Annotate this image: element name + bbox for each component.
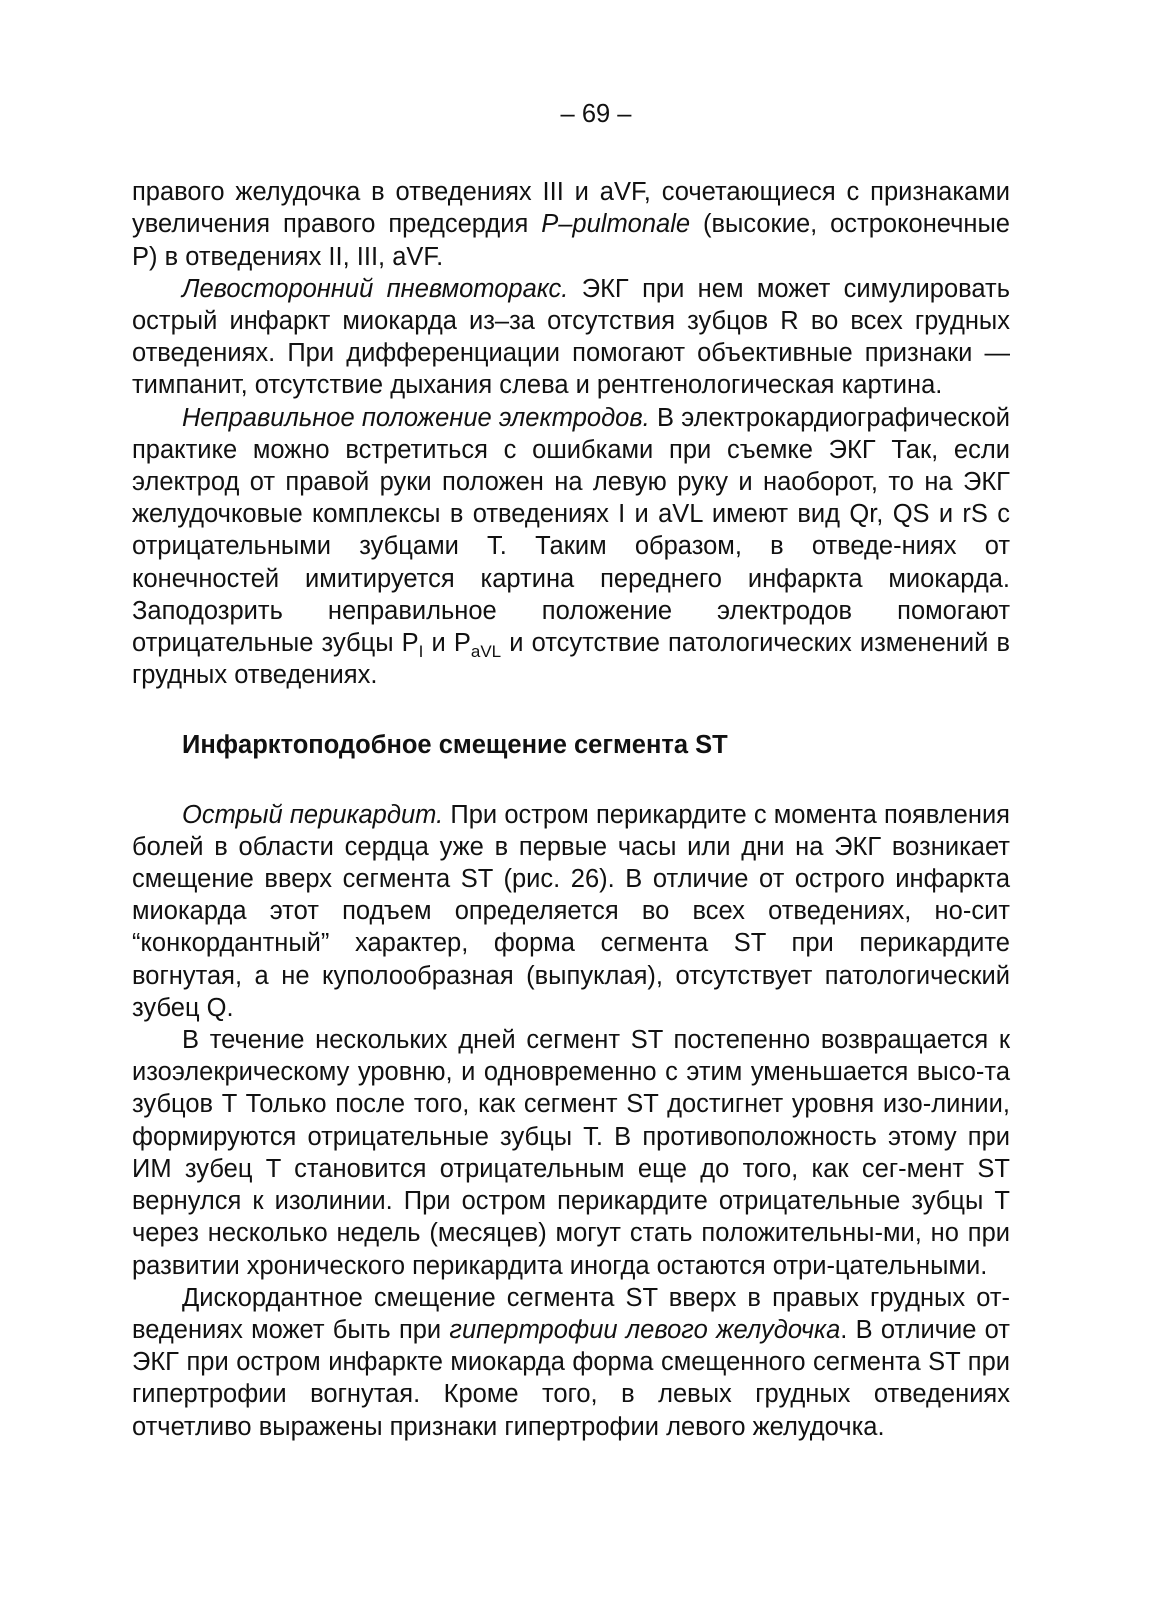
italic-term: Неправильное положение электродов.	[182, 403, 650, 432]
italic-term: гипертрофии левого желудочка	[449, 1315, 841, 1344]
paragraph-right-ventricle	[132, 176, 1010, 273]
paragraph-text: При остром перикардите с момента появления болей в области сердца уже в первые часы или дни на ЭКГ возникает смещение вверх сегмента ST (рис. 26). В отличие от острого инфаркта миокарда этот подъем определяется во всех отведениях, но-сит “конкордантный” характер, форма сегмента ST при перикардите вогнутая, а не куполообразная (выпуклая), отсутствует патологический зубец Q.	[132, 800, 1010, 1022]
italic-term: P–pulmonale	[541, 210, 691, 239]
italic-term: Левосторонний пневмоторакс.	[182, 274, 569, 303]
document-page	[132, 98, 1010, 1443]
section-heading: Инфарктоподобное смещение сегмента ST	[182, 731, 728, 760]
paragraph-text: и P	[423, 629, 471, 658]
paragraph-text: В течение нескольких дней сегмент ST постепенно возвращается к изоэлекрическому уровню, и одновременно с этим уменьшается высо-та зубцов T Только после того, как сегмент ST достигнет уровня изо-линии, формируются отрицательные зубцы T. В противоположность этому при ИМ зубец T становится отрицательным еще до того, как сег-мент ST вернулся к изолинии. При остром перикардите отрицательные зубцы T через несколько недель (месяцев) могут стать положительны-ми, но при развитии хронического перикардита иногда остаются отри-цательными.	[132, 1026, 1010, 1280]
subscript: I	[418, 642, 424, 662]
paragraph-discordant-st	[132, 1282, 1010, 1443]
paragraph-pneumothorax	[132, 273, 1010, 402]
subscript: aVL	[470, 642, 502, 662]
paragraph-st-return	[132, 1024, 1010, 1282]
paragraph-pericarditis	[132, 799, 1010, 1024]
paragraph-electrode-position	[132, 402, 1010, 692]
paragraph-text: (высокие, остроконечные P) в отведениях II, III, aVF.	[132, 210, 1010, 271]
paragraph-text: правого желудочка в отведениях III и aVF, сочетающиеся с признаками увеличения правого предсердия	[132, 178, 1010, 239]
italic-term: Острый перикардит.	[182, 800, 444, 829]
paragraph-text: и отсутствие патологических изменений в грудных отведениях.	[132, 629, 1010, 690]
paragraph-text: . В отличие от ЭКГ при остром инфаркте миокарда форма смещенного сегмента ST при гипертрофии вогнутая. Кроме того, в левых грудных отведениях отчетливо выражены признаки гипертрофии левого желудочка.	[132, 1315, 1010, 1441]
page-number: – 69 –	[560, 100, 632, 128]
paragraph-text: ЭКГ при нем может симулировать острый инфаркт миокарда из–за отсутствия зубцов R во всех грудных отведениях. При дифференциации помогают объективные признаки — тимпанит, отсутствие дыхания слева и рентгенологическая картина.	[132, 274, 1011, 400]
paragraph-text: Дискордантное смещение сегмента ST вверх в правых грудных от-ведениях может быть при	[132, 1283, 1010, 1344]
paragraph-text: В электрокардиографической практике можно встретиться с ошибками при съемке ЭКГ Так, если электрод от правой руки положен на левую руку и наоборот, то на ЭКГ желудочковые комплексы в отведениях I и aVL имеют вид Qr, QS и rS с отрицательными зубцами T. Таким образом, в отведе-ниях от конечностей имитируется картина переднего инфаркта миокарда. Заподозрить неправильное положение электродов помогают отрицательные зубцы P	[132, 403, 1010, 658]
